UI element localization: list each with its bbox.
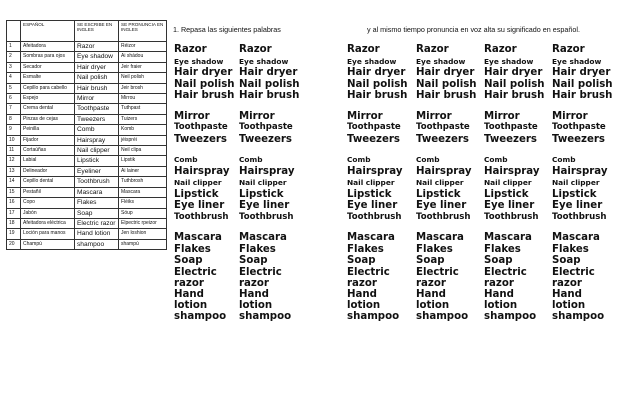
practice-word: Electric razor: [239, 266, 282, 289]
practice-word: Toothbrush: [552, 211, 607, 222]
practice-column: [552, 44, 616, 331]
practice-word: Eye shadow: [347, 56, 397, 66]
table-row: [7, 73, 167, 83]
english-word: Hairspray: [75, 135, 119, 145]
row-number: 11: [7, 146, 21, 156]
practice-word: Toothbrush: [347, 211, 402, 222]
pronunciation: Jeir fraier: [119, 62, 167, 72]
table-header-row: [7, 21, 167, 42]
english-word: Mirror: [75, 94, 119, 104]
practice-word: Hand lotion: [416, 288, 450, 311]
practice-word: Razor: [484, 44, 517, 55]
practice-word: Nail polish: [174, 78, 235, 90]
row-number: 6: [7, 94, 21, 104]
pronunciation: Fléiks: [119, 198, 167, 208]
practice-word: Nail clipper: [416, 178, 464, 187]
pronunciation: Tuthpast: [119, 104, 167, 114]
row-number: 18: [7, 218, 21, 228]
practice-word: Comb: [174, 155, 198, 164]
practice-column: [347, 44, 411, 331]
pronunciation: Lipstik: [119, 156, 167, 166]
row-number: 1: [7, 42, 21, 52]
practice-word: Electric razor: [174, 266, 217, 289]
table-row: [7, 135, 167, 145]
spanish-word: Champú: [21, 239, 75, 249]
practice-word: Tweezers: [347, 133, 400, 145]
practice-word: shampoo: [239, 310, 292, 322]
practice-word: Tweezers: [174, 133, 227, 145]
practice-word: Lipstick: [239, 188, 284, 200]
practice-word: Flakes: [416, 243, 453, 255]
practice-group: [239, 44, 303, 102]
practice-column: [174, 44, 238, 331]
practice-word: Flakes: [347, 243, 384, 255]
practice-word: Toothpaste: [174, 122, 228, 132]
practice-word: Hair brush: [552, 90, 613, 101]
row-number: 9: [7, 125, 21, 135]
practice-word: Nail polish: [552, 78, 613, 90]
table-row: [7, 229, 167, 239]
practice-word: Nail polish: [484, 78, 545, 90]
english-word: Electric razor: [75, 218, 119, 228]
practice-word: Mirror: [347, 110, 383, 122]
practice-word: Mascara: [552, 232, 600, 243]
practice-word: Comb: [416, 155, 440, 164]
practice-word: Razor: [552, 44, 585, 55]
practice-word: Hair brush: [174, 90, 235, 101]
practice-word: Toothpaste: [239, 122, 293, 132]
practice-word: Tweezers: [416, 133, 469, 145]
practice-word: Hand lotion: [239, 288, 273, 311]
practice-word: Hair brush: [484, 90, 545, 101]
table-row: [7, 198, 167, 208]
header-written-english: SE ESCRIBE EN INGLES: [75, 21, 119, 42]
practice-word: Hand lotion: [484, 288, 518, 311]
practice-word: Toothpaste: [484, 122, 538, 132]
practice-word: Soap: [174, 255, 203, 266]
row-number: 19: [7, 229, 21, 239]
english-word: shampoo: [75, 239, 119, 249]
practice-word: Hairspray: [416, 165, 472, 177]
spanish-word: Jabón: [21, 208, 75, 218]
practice-word: Eye shadow: [174, 56, 224, 66]
practice-word: Comb: [484, 155, 508, 164]
practice-word: Eye liner: [347, 200, 398, 211]
practice-word: Soap: [484, 255, 513, 266]
pronunciation: Tuthbrosh: [119, 177, 167, 187]
row-number: 3: [7, 62, 21, 72]
practice-word: Nail clipper: [239, 178, 287, 187]
practice-group: [347, 154, 411, 223]
practice-word: Toothpaste: [552, 122, 606, 132]
practice-word: Lipstick: [552, 188, 597, 200]
practice-word: Nail polish: [416, 78, 477, 90]
row-number: 5: [7, 83, 21, 93]
practice-group: [484, 154, 548, 223]
practice-group: [174, 232, 238, 322]
practice-word: Mascara: [239, 232, 287, 243]
practice-word: Flakes: [552, 243, 589, 255]
practice-column: [416, 44, 480, 331]
practice-word: Nail clipper: [347, 178, 395, 187]
header-spanish: ESPAÑOL: [21, 21, 75, 42]
table-row: [7, 94, 167, 104]
practice-word: Hair brush: [347, 90, 408, 101]
practice-word: Toothbrush: [239, 211, 294, 222]
practice-word: Hairspray: [174, 165, 230, 177]
table-row: [7, 218, 167, 228]
practice-word: Mascara: [347, 232, 395, 243]
english-word: Nail polish: [75, 73, 119, 83]
pronunciation: Jeir brosh: [119, 83, 167, 93]
vocabulary-table: [6, 20, 167, 250]
spanish-word: Copo: [21, 198, 75, 208]
english-word: Razor: [75, 42, 119, 52]
practice-group: [416, 111, 480, 146]
pronunciation: Komb: [119, 125, 167, 135]
practice-group: [239, 111, 303, 146]
practice-word: Lipstick: [347, 188, 392, 200]
practice-word: Soap: [552, 255, 581, 266]
practice-group: [552, 44, 616, 102]
header-number: [7, 21, 21, 42]
table-row: [7, 114, 167, 124]
row-number: 8: [7, 114, 21, 124]
english-word: Toothbrush: [75, 177, 119, 187]
pronunciation: Tuizers: [119, 114, 167, 124]
practice-group: [416, 154, 480, 223]
practice-word: Eye shadow: [552, 56, 602, 66]
spanish-word: Pinzas de cejas: [21, 114, 75, 124]
practice-word: Hair dryer: [484, 67, 543, 78]
pronunciation: jéispréi: [119, 135, 167, 145]
english-word: Hair dryer: [75, 62, 119, 72]
practice-word: Lipstick: [174, 188, 219, 200]
practice-word: Toothpaste: [416, 122, 470, 132]
practice-group: [552, 111, 616, 146]
practice-word: Soap: [347, 255, 376, 266]
practice-word: Hairspray: [239, 165, 295, 177]
practice-word: Hand lotion: [174, 288, 208, 311]
practice-word: Toothbrush: [174, 211, 229, 222]
row-number: 15: [7, 187, 21, 197]
row-number: 16: [7, 198, 21, 208]
pronunciation: Sóup: [119, 208, 167, 218]
practice-group: [416, 44, 480, 102]
practice-word: Eye shadow: [484, 56, 534, 66]
pronunciation: Neil polish: [119, 73, 167, 83]
practice-word: Comb: [347, 155, 371, 164]
english-word: Flakes: [75, 198, 119, 208]
practice-word: Mirror: [484, 110, 520, 122]
practice-word: Mirror: [416, 110, 452, 122]
pronunciation: Jen loshion: [119, 229, 167, 239]
practice-word: Mirror: [552, 110, 588, 122]
row-number: 2: [7, 52, 21, 62]
row-number: 13: [7, 166, 21, 176]
practice-word: Electric razor: [552, 266, 595, 289]
practice-group: [347, 232, 411, 322]
practice-word: Mascara: [484, 232, 532, 243]
spanish-word: Labial: [21, 156, 75, 166]
header-pronunciation: SE PRONUNCIA EN INGLES: [119, 21, 167, 42]
spanish-word: Sombras para ojos: [21, 52, 75, 62]
practice-group: [347, 44, 411, 102]
row-number: 4: [7, 73, 21, 83]
practice-word: Nail polish: [347, 78, 408, 90]
practice-word: Flakes: [174, 243, 211, 255]
english-word: Soap: [75, 208, 119, 218]
spanish-word: Fijador: [21, 135, 75, 145]
practice-word: Mascara: [416, 232, 464, 243]
spanish-word: Afeitadora: [21, 42, 75, 52]
table-row: [7, 42, 167, 52]
row-number: 10: [7, 135, 21, 145]
spanish-word: Pestañil: [21, 187, 75, 197]
vocabulary-table-body: [7, 42, 167, 250]
table-row: [7, 146, 167, 156]
pronunciation: Réizor: [119, 42, 167, 52]
practice-word: Flakes: [484, 243, 521, 255]
practice-group: [239, 154, 303, 223]
practice-word: Soap: [416, 255, 445, 266]
practice-word: Nail clipper: [174, 178, 222, 187]
practice-word: Flakes: [239, 243, 276, 255]
practice-group: [347, 111, 411, 146]
table-row: [7, 208, 167, 218]
spanish-word: Delineador: [21, 166, 75, 176]
spanish-word: Cepillo dental: [21, 177, 75, 187]
practice-word: Eye liner: [239, 200, 290, 211]
practice-column: [484, 44, 548, 331]
practice-word: Hair brush: [416, 90, 477, 101]
practice-word: Comb: [552, 155, 576, 164]
practice-word: Mirror: [174, 110, 210, 122]
practice-word: Nail clipper: [552, 178, 600, 187]
english-word: Nail clipper: [75, 146, 119, 156]
spanish-word: Crema dental: [21, 104, 75, 114]
practice-word: shampoo: [347, 310, 400, 322]
spanish-word: Secador: [21, 62, 75, 72]
table-row: [7, 104, 167, 114]
table-row: [7, 166, 167, 176]
table-row: [7, 83, 167, 93]
practice-word: Razor: [174, 44, 207, 55]
table-row: [7, 125, 167, 135]
spanish-word: Afeitadora eléctrica: [21, 218, 75, 228]
row-number: 12: [7, 156, 21, 166]
pronunciation: shampú: [119, 239, 167, 249]
english-word: Toothpaste: [75, 104, 119, 114]
practice-word: Electric razor: [484, 266, 527, 289]
pronunciation: Neil clipa: [119, 146, 167, 156]
table-row: [7, 239, 167, 249]
practice-word: shampoo: [552, 310, 605, 322]
practice-word: shampoo: [484, 310, 537, 322]
practice-word: Hand lotion: [552, 288, 586, 311]
practice-word: Hair dryer: [174, 67, 233, 78]
row-number: 17: [7, 208, 21, 218]
practice-word: Eye shadow: [239, 56, 289, 66]
english-word: Eye shadow: [75, 52, 119, 62]
practice-word: Hair dryer: [347, 67, 406, 78]
practice-word: Nail clipper: [484, 178, 532, 187]
pronunciation: Ai shádou: [119, 52, 167, 62]
practice-word: Mascara: [174, 232, 222, 243]
practice-word: Tweezers: [484, 133, 537, 145]
english-word: Eyeliner: [75, 166, 119, 176]
practice-word: Tweezers: [552, 133, 605, 145]
instruction-part-2: y al mismo tiempo pronuncia en voz alta su significado en español.: [367, 25, 580, 34]
pronunciation: Ai lainer: [119, 166, 167, 176]
table-row: [7, 187, 167, 197]
english-word: Hand lotion: [75, 229, 119, 239]
table-row: [7, 156, 167, 166]
practice-word: Hair dryer: [552, 67, 611, 78]
row-number: 7: [7, 104, 21, 114]
practice-word: Razor: [416, 44, 449, 55]
practice-word: Eye liner: [174, 200, 225, 211]
spanish-word: Loción para manos: [21, 229, 75, 239]
english-word: Hair brush: [75, 83, 119, 93]
practice-group: [484, 232, 548, 322]
practice-word: Hairspray: [552, 165, 608, 177]
practice-group: [416, 232, 480, 322]
row-number: 20: [7, 239, 21, 249]
practice-word: shampoo: [416, 310, 469, 322]
english-word: Tweezers: [75, 114, 119, 124]
practice-word: Hair dryer: [239, 67, 298, 78]
practice-word: Hairspray: [347, 165, 403, 177]
practice-word: Hair brush: [239, 90, 300, 101]
pronunciation: Mirrou: [119, 94, 167, 104]
table-row: [7, 52, 167, 62]
practice-column: [239, 44, 303, 331]
instruction-part-1: 1. Repasa las siguientes palabras: [173, 25, 281, 34]
practice-group: [484, 44, 548, 102]
practice-word: Lipstick: [484, 188, 529, 200]
table-row: [7, 62, 167, 72]
english-word: Mascara: [75, 187, 119, 197]
practice-group: [484, 111, 548, 146]
practice-word: Toothpaste: [347, 122, 401, 132]
practice-word: shampoo: [174, 310, 227, 322]
practice-word: Soap: [239, 255, 268, 266]
pronunciation: Mascara: [119, 187, 167, 197]
practice-word: Eye liner: [552, 200, 603, 211]
practice-word: Nail polish: [239, 78, 300, 90]
practice-group: [174, 111, 238, 146]
practice-word: Razor: [347, 44, 380, 55]
practice-word: Eye liner: [484, 200, 535, 211]
practice-word: Electric razor: [347, 266, 390, 289]
practice-word: Hand lotion: [347, 288, 381, 311]
practice-word: Hair dryer: [416, 67, 475, 78]
practice-word: Toothbrush: [416, 211, 471, 222]
spanish-word: Esmalte: [21, 73, 75, 83]
practice-word: Comb: [239, 155, 263, 164]
practice-word: Toothbrush: [484, 211, 539, 222]
practice-word: Eye shadow: [416, 56, 466, 66]
english-word: Lipstick: [75, 156, 119, 166]
english-word: Comb: [75, 125, 119, 135]
practice-word: Eye liner: [416, 200, 467, 211]
practice-word: Lipstick: [416, 188, 461, 200]
practice-word: Electric razor: [416, 266, 459, 289]
row-number: 14: [7, 177, 21, 187]
practice-group: [239, 232, 303, 322]
pronunciation: Elpectric rpeizor: [119, 218, 167, 228]
practice-group: [174, 44, 238, 102]
practice-word: Razor: [239, 44, 272, 55]
spanish-word: Peinilla: [21, 125, 75, 135]
table-row: [7, 177, 167, 187]
practice-word: Hairspray: [484, 165, 540, 177]
practice-group: [174, 154, 238, 223]
spanish-word: Cortaúñas: [21, 146, 75, 156]
spanish-word: Espejo: [21, 94, 75, 104]
practice-word: Tweezers: [239, 133, 292, 145]
spanish-word: Cepillo para cabello: [21, 83, 75, 93]
practice-word: Mirror: [239, 110, 275, 122]
practice-group: [552, 154, 616, 223]
practice-group: [552, 232, 616, 322]
